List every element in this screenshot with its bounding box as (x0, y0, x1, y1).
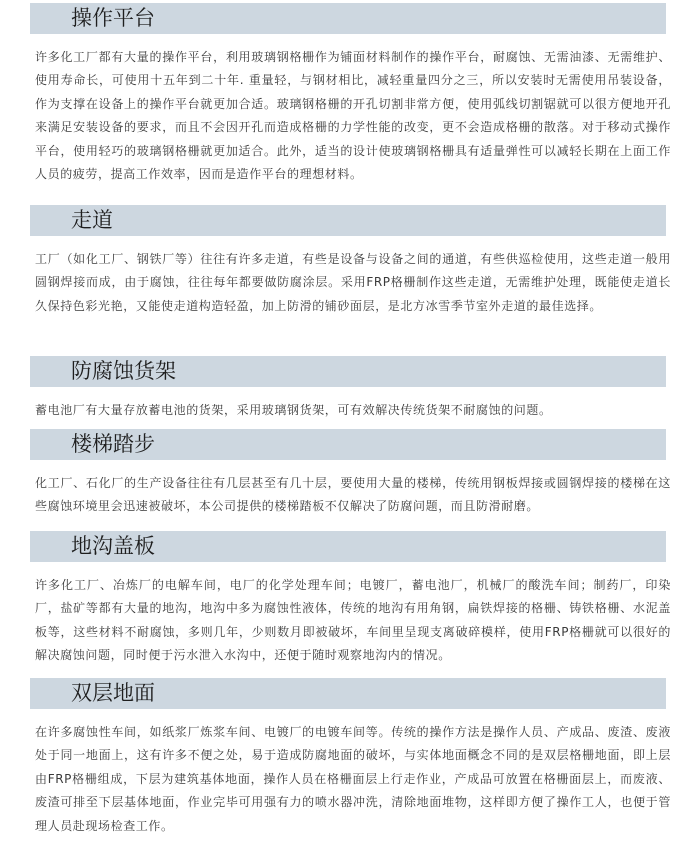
section-heading: 双层地面 (71, 681, 155, 705)
section-heading: 防腐蚀货架 (71, 359, 176, 383)
section-heading: 操作平台 (71, 6, 155, 30)
section-heading: 走道 (71, 208, 113, 232)
section-heading-bar (30, 356, 666, 387)
section-paragraph: 蓄电池厂有大量存放蓄电池的货架，采用玻璃钢货架，可有效解决传统货架不耐腐蚀的问题。 (35, 403, 552, 417)
section-heading: 楼梯踏步 (71, 432, 155, 456)
section-paragraph: 许多化工厂、冶炼厂的电解车间，电厂的化学处理车间；电镀厂，蓄电池厂，机械厂的酸洗车间；制药厂，印染厂，盐矿等都有大量的地沟，地沟中多为腐蚀性液体，传统的地沟有用角钢，扁铁焊接的格栅、铸铁格栅、水泥盖板等，这些材料不耐腐蚀，多则几年，少则数月即被破坏，车间里呈现支离破碎模样，使用FRP格栅就可以很好的解决腐蚀问题，同时便于污水泄入水沟中，还便于随时观察地沟内的情况。 (35, 578, 671, 663)
section-heading-bar (30, 429, 666, 460)
section-paragraph: 许多化工厂都有大量的操作平台，利用玻璃钢格栅作为铺面材料制作的操作平台，耐腐蚀、无需油漆、无需维护、使用寿命长，可使用十五年到二十年. 重量轻，与钢材相比，减轻重量四分之三，所以安装时无需使用吊装设备，作为支撑在设备上的操作平台就更加合适。玻璃钢格栅的开孔切割非常方便，使用弧线切割锯就可以很方便地开孔来满足安装设备的要求，而且不会因开孔而造成格栅的力学性能的改变，更不会造成格栅的散落。对于移动式操作平台，使用轻巧的玻璃钢格栅就更加适合。此外，适当的设计使玻璃钢格栅具有适量弹性可以减轻长期在上面工作人员的疲劳，提高工作效率，因而是造作平台的理想材料。 (35, 50, 671, 182)
section-heading-bar (30, 531, 666, 562)
section-heading: 地沟盖板 (71, 534, 155, 558)
section-paragraph: 化工厂、石化厂的生产设备往往有几层甚至有几十层，要使用大量的楼梯，传统用钢板焊接或圆钢焊接的楼梯在这些腐蚀环境里会迅速被破坏，本公司提供的楼梯踏板不仅解决了防腐问题，而且防滑耐磨。 (35, 476, 671, 514)
section-heading-bar (30, 678, 666, 709)
section-heading-bar (30, 3, 666, 34)
section-heading-bar (30, 205, 666, 236)
section-paragraph: 在许多腐蚀性车间，如纸浆厂炼浆车间、电镀厂的电镀车间等。传统的操作方法是操作人员、产成品、废渣、废液处于同一地面上，这有许多不便之处，易于造成防腐地面的破坏，与实体地面概念不同的是双层格栅地面，即上层由FRP格栅组成，下层为建筑基体地面，操作人员在格栅面层上行走作业，产成品可放置在格栅面层上，而废液、废渣可排至下层基体地面，作业完毕可用强有力的喷水器冲洗，清除地面堆物，这样即方便了操作工人，也便于管理人员赴现场检查工作。 (35, 725, 671, 833)
section-paragraph: 工厂（如化工厂、钢铁厂等）往往有许多走道，有些是设备与设备之间的通道，有些供巡检使用，这些走道一般用圆钢焊接而成，由于腐蚀，往往每年都要做防腐涂层。采用FRP格栅制作这些走道，无需维护处理，既能使走道长久保持色彩光艳，又能使走道构造轻盈，加上防滑的铺砂面层，是北方冰雪季节室外走道的最佳选择。 (35, 252, 671, 313)
